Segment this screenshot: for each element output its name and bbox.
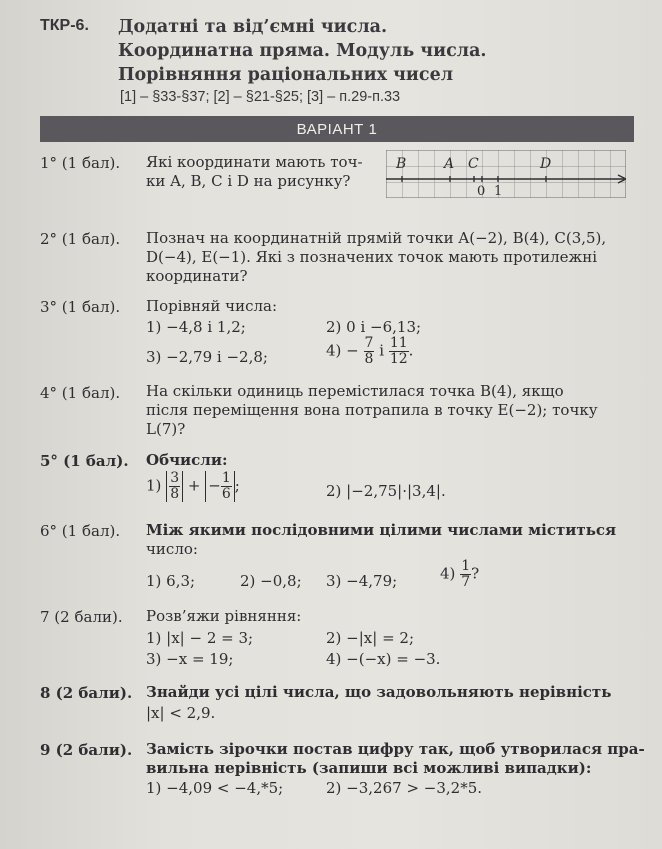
task-5-item-2: 2) |−2,75|·|3,4|.	[326, 482, 446, 500]
task-4-line-1: На скільки одиниць перемістилася точка B(4), якщо	[146, 382, 564, 400]
task-2-line-2: D(−4), E(−1). Які з позначених точок мають протилежні	[146, 248, 598, 266]
task-2-line-3: координати?	[146, 267, 248, 285]
task-7-item-4: 4) −(−x) = −3.	[326, 650, 441, 668]
task-6-line-2: число:	[146, 540, 198, 558]
task-8-line-1: Знайди усі цілі числа, що задовольняють нерівність	[146, 683, 612, 701]
task-7-line-1: Розв’яжи рівняння:	[146, 607, 302, 625]
fraction-1-7	[460, 559, 471, 590]
number-line-figure	[386, 150, 626, 198]
task-9-line-2: вильна нерівність (запиши всі можливі випадки):	[146, 759, 592, 777]
item-1-prefix: 1)	[146, 476, 162, 495]
point-label-B: B	[396, 156, 407, 172]
denominator: 7	[461, 574, 471, 590]
task-1-line-2: ки A, B, C і D на рисунку?	[146, 172, 351, 190]
task-7-item-3: 3) −x = 19;	[146, 650, 234, 668]
task-3-item-1: 1) −4,8 і 1,2;	[146, 318, 246, 336]
task-6-item-4	[440, 559, 479, 590]
task-2-label: 2° (1 бал).	[40, 230, 121, 248]
task-6-item-1: 1) 6,3;	[146, 572, 196, 590]
task-9-item-1: 1) −4,09 < −4,*5;	[146, 779, 284, 797]
task-3-line-1: Порівняй числа:	[146, 297, 278, 315]
task-1-line-1: Які координати мають точ-	[146, 153, 363, 171]
plus-sign: +	[187, 476, 201, 495]
denominator: 8	[364, 351, 374, 367]
denominator: 8	[170, 486, 180, 502]
numerator: 3	[170, 470, 180, 486]
item-4-prefix: 4)	[440, 564, 456, 583]
task-6-item-2: 2) −0,8;	[240, 572, 302, 590]
task-7-item-2: 2) −|x| = 2;	[326, 629, 415, 647]
numerator: 7	[364, 335, 374, 351]
fraction-7-8	[364, 336, 375, 367]
variant-banner: ВАРІАНТ 1	[40, 116, 634, 142]
task-5-item-1	[146, 471, 240, 502]
task-3-item-4	[326, 336, 413, 367]
task-8-line-2: |x| < 2,9.	[146, 704, 216, 722]
minus-sign: −	[208, 476, 221, 495]
task-3-item-3: 3) −2,79 і −2,8;	[146, 348, 268, 366]
references: [1] – §33-§37; [2] – §21-§25; [3] – п.29-п.33	[120, 89, 401, 105]
conjunction: і	[379, 341, 385, 360]
tick-label-1: 1	[494, 184, 503, 198]
task-5-line-1: Обчисли:	[146, 451, 228, 469]
grid-background	[386, 150, 626, 198]
semicolon: ;	[234, 476, 240, 495]
point-label-A: A	[444, 156, 455, 172]
task-2-line-1: Познач на координатній прямій точки A(−2), B(4), C(3,5),	[146, 229, 607, 247]
abs-3-8	[166, 471, 183, 502]
denominator: 6	[221, 486, 231, 502]
task-5-label: 5° (1 бал).	[40, 452, 129, 470]
item-4-prefix: 4) −	[326, 341, 359, 360]
task-6-line-1: Між якими послідовними цілими числами міститься	[146, 521, 617, 539]
worksheet-code: ТКР-6.	[40, 17, 89, 34]
title-line-1: Додатні та від’ємні числа.	[118, 17, 388, 37]
title-line-2: Координатна пряма. Модуль числа.	[118, 41, 487, 61]
task-3-item-2: 2) 0 і −6,13;	[326, 318, 422, 336]
task-9-line-1: Замість зірочки постав цифру так, щоб утворилася пра-	[146, 740, 645, 758]
task-7-label: 7 (2 бали).	[40, 608, 123, 626]
task-7-item-1: 1) |x| − 2 = 3;	[146, 629, 254, 647]
task-8-label: 8 (2 бали).	[40, 684, 133, 702]
task-3-label: 3° (1 бал).	[40, 298, 121, 316]
fraction-11-12	[389, 336, 409, 367]
question-mark: ?	[471, 564, 480, 583]
point-label-C: C	[468, 156, 479, 172]
tick-label-0: 0	[477, 184, 486, 198]
numerator: 1	[461, 558, 471, 574]
task-1-label: 1° (1 бал).	[40, 154, 121, 172]
task-6-label: 6° (1 бал).	[40, 522, 121, 540]
numerator: 1	[221, 470, 231, 486]
task-9-item-2: 2) −3,267 > −3,2*5.	[326, 779, 483, 797]
task-4-label: 4° (1 бал).	[40, 384, 121, 402]
abs-neg-1-6	[205, 471, 235, 502]
task-4-line-3: L(7)?	[146, 420, 186, 438]
title-line-3: Порівняння раціональних чисел	[118, 65, 454, 85]
period: .	[408, 341, 414, 360]
fraction-1-6	[221, 471, 232, 502]
task-9-label: 9 (2 бали).	[40, 741, 133, 759]
fraction-3-8	[169, 471, 180, 502]
denominator: 12	[389, 351, 408, 367]
point-label-D: D	[540, 156, 552, 172]
numerator: 11	[389, 335, 408, 351]
task-4-line-2: після переміщення вона потрапила в точку E(−2); точку	[146, 401, 598, 419]
task-6-item-3: 3) −4,79;	[326, 572, 398, 590]
